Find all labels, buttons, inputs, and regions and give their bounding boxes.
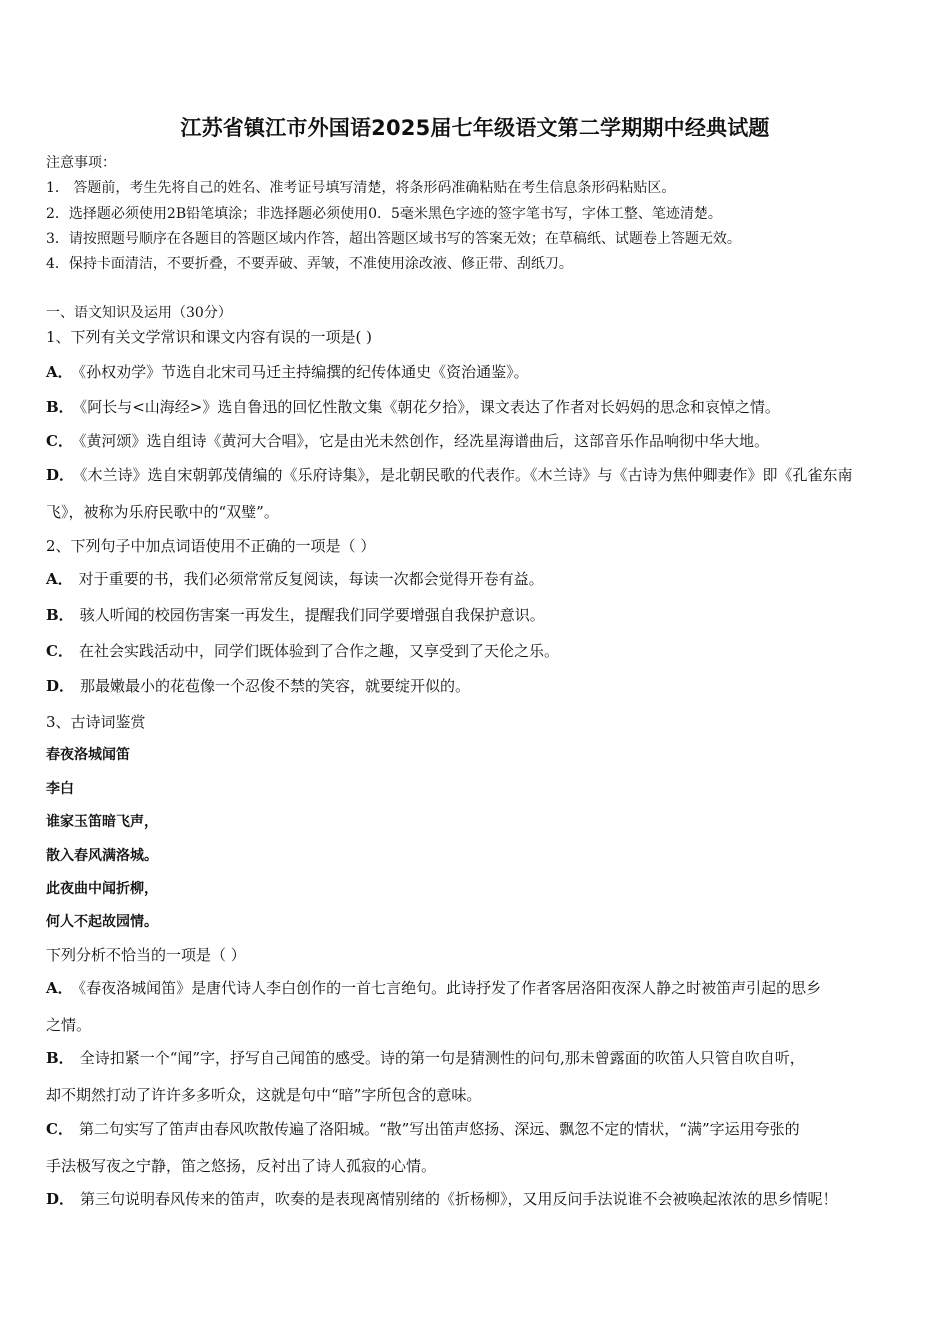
poem-line-1: 谁家玉笛暗飞声， (46, 814, 158, 830)
option-label: B． (46, 398, 74, 416)
notice-item-1: 1． 答题前，考生先将自己的姓名、准考证号填写清楚，将条形码准确粘贴在考生信息条形码粘贴区。 (46, 180, 676, 196)
option-label: C． (46, 1120, 73, 1138)
poem-line-2: 散入春风满洛城。 (46, 848, 158, 864)
poem-title: 春夜洛城闻笛 (46, 747, 130, 763)
option-text: 《木兰诗》选自宋朝郭茂倩编的《乐府诗集》，是北朝民歌的代表作。《木兰诗》与《古诗为焦仲卿妻作》即《孔雀东南 (80, 466, 853, 484)
option-text: 那最嫩最小的花苞像一个忍俊不禁的笑容，就要绽开似的。 (80, 677, 471, 695)
option-label: A． (46, 979, 73, 997)
q3-option-c-cont: 手法极写夜之宁静，笛之悠扬，反衬出了诗人孤寂的心情。 (46, 1157, 437, 1175)
notice-item-3: 3．请按照题号顺序在各题目的答题区域内作答，超出答题区域书写的答案无效；在草稿纸、试题卷上答题无效。 (46, 231, 741, 247)
q1-stem: 1、下列有关文学常识和课文内容有误的一项是( ) (46, 328, 373, 346)
option-text: 全诗扣紧一个“闻”字，抒写自己闻笛的感受。诗的第一句是猜测性的问句,那未曾露面的吹笛人只管自吹自听， (79, 1049, 805, 1067)
option-label: C． (46, 432, 73, 450)
option-label: B． (46, 1049, 74, 1067)
notice-heading: 注意事项： (46, 155, 116, 171)
option-text: 在社会实践活动中，同学们既体验到了合作之趣，又享受到了天伦之乐。 (78, 642, 559, 660)
q3-option-a-cont: 之情。 (46, 1016, 92, 1034)
option-text: 骇人听闻的校园伤害案一再发生，提醒我们同学要增强自我保护意识。 (79, 606, 545, 624)
option-text: 《黄河颂》选自组诗《黄河大合唱》，它是由光未然创作，经冼星海谱曲后，这部音乐作品响彻中华大地。 (78, 432, 769, 450)
poem-author: 李白 (46, 781, 74, 797)
option-label: B． (46, 606, 74, 624)
q3-option-a (46, 977, 821, 998)
q3-option-d (46, 1188, 838, 1209)
option-label: A． (46, 363, 73, 381)
exam-title: 江苏省镇江市外国语2025届七年级语文第二学期期中经典试题 (180, 116, 770, 140)
poem-line-4: 何人不起故园情。 (46, 914, 158, 930)
option-text: 对于重要的书，我们必须常常反复阅读，每读一次都会觉得开卷有益。 (78, 570, 544, 588)
q3-option-c (46, 1118, 800, 1139)
option-label: D． (46, 1190, 75, 1208)
q3-option-b (46, 1047, 805, 1068)
q1-option-d-cont: 飞》，被称为乐府民歌中的“双璧”。 (46, 503, 279, 521)
option-text: 《孙权劝学》节选自北宋司马迁主持编撰的纪传体通史《资治通鉴》。 (78, 363, 529, 381)
q2-option-c (46, 640, 559, 661)
option-text: 第三句说明春风传来的笛声，吹奏的是表现离情别绪的《折杨柳》，又用反问手法说谁不会被唤起浓浓的思乡情呢！ (80, 1190, 838, 1208)
section-heading: 一、语文知识及运用（30分） (46, 305, 232, 321)
option-label: D． (46, 677, 75, 695)
q1-option-a (46, 361, 529, 382)
notice-item-4: 4．保持卡面清洁，不要折叠，不要弄破、弄皱，不准使用涂改液、修正带、刮纸刀。 (46, 256, 573, 272)
option-text: 《春夜洛城闻笛》是唐代诗人李白创作的一首七言绝句。此诗抒发了作者客居洛阳夜深人静之时被笛声引起的思乡 (78, 979, 822, 997)
option-label: D． (46, 466, 75, 484)
poem-line-3: 此夜曲中闻折柳， (46, 881, 158, 897)
option-text: 《阿长与<山海经>》选自鲁迅的回忆性散文集《朝花夕拾》，课文表达了作者对长妈妈的思念和哀悼之情。 (79, 398, 780, 416)
q1-option-b (46, 396, 780, 417)
option-label: C． (46, 642, 73, 660)
q2-option-d (46, 675, 470, 696)
q1-option-c (46, 430, 769, 451)
notice-item-2: 2．选择题必须使用2B铅笔填涂；非选择题必须使用0．5毫米黑色字迹的签字笔书写，字体工整、笔迹清楚。 (46, 206, 722, 222)
q2-option-a (46, 568, 544, 589)
option-label: A． (46, 570, 73, 588)
q2-stem: 2、下列句子中加点词语使用不正确的一项是（ ） (46, 537, 376, 555)
q3-stem: 3、古诗词鉴赏 (46, 713, 146, 731)
q1-option-d (46, 464, 853, 485)
q3-question: 下列分析不恰当的一项是（ ） (46, 946, 246, 964)
option-text: 第二句实写了笛声由春风吹散传遍了洛阳城。“散”写出笛声悠扬、深远、飘忽不定的情状，“满”字运用夸张的 (78, 1120, 800, 1138)
q2-option-b (46, 604, 545, 625)
q3-option-b-cont: 却不期然打动了许许多多听众，这就是句中“暗”字所包含的意味。 (46, 1086, 482, 1104)
